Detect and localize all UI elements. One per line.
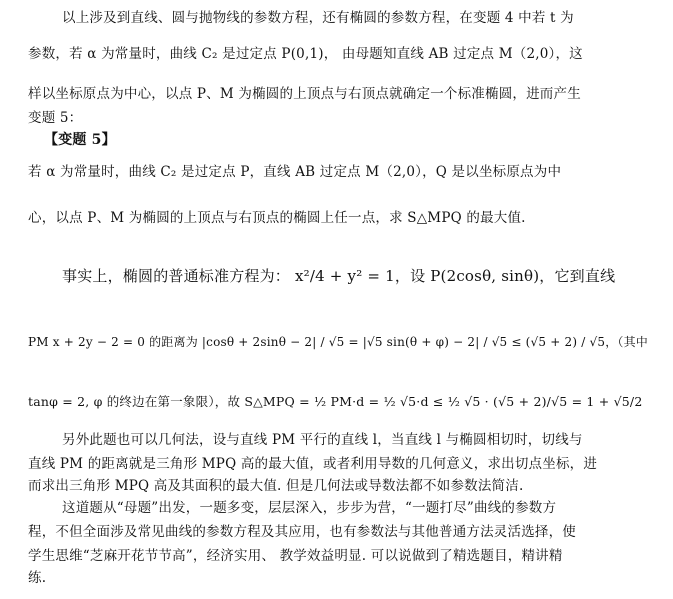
text-line: 程，不但全面涉及常见曲线的参数方程及其应用，也有参数法与其他普通方法灵活选择，使	[28, 524, 576, 540]
text-line: 样以坐标原点为中心，以点 P、M 为椭圆的上顶点与右顶点就确定一个标准椭圆，进而产生	[28, 86, 581, 102]
text-line: 若 α 为常量时，曲线 C₂ 是过定点 P，直线 AB 过定点 M（2,0），Q 是以坐标原点为中	[28, 164, 562, 180]
text-line: 心，以点 P、M 为椭圆的上顶点与右顶点的椭圆上任一点，求 S△MPQ 的最大值.	[28, 210, 526, 226]
section-heading: 【变题 5】	[44, 132, 116, 148]
text-line: 以上涉及到直线、圆与抛物线的参数方程，还有椭圆的参数方程，在变题 4 中若 t 为	[62, 10, 574, 26]
text-line: 参数，若 α 为常量时，曲线 C₂ 是过定点 P(0,1)， 由母题知直线 AB 过定点 M（2,0），这	[28, 46, 583, 62]
text-line: 这道题从“母题”出发，一题多变，层层深入，步步为营，“一题打尽”曲线的参数方	[62, 500, 557, 516]
text-line: 学生思维“芝麻开花节节高”，经济实用、 教学效益明显. 可以说做到了精选题目，精讲精	[28, 548, 563, 564]
text-line: 练.	[28, 570, 47, 586]
text-line: 变题 5：	[28, 110, 83, 126]
formula-line: PM x + 2y − 2 = 0 的距离为 |cosθ + 2sinθ − 2| / √5 = |√5 sin(θ + φ) − 2| / √5 ≤ (√5 + 2) / √5，（其中	[28, 335, 648, 349]
formula-line: tanφ = 2, φ 的终边在第一象限），故 S△MPQ = ½ PM·d = ½ √5·d ≤ ½ √5 · (√5 + 2)/√5 = 1 + √5/2	[28, 394, 643, 409]
text-line: 另外此题也可以几何法，设与直线 PM 平行的直线 l，当直线 l 与椭圆相切时，切线与	[62, 432, 583, 448]
text-line: 直线 PM 的距离就是三角形 MPQ 高的最大值，或者利用导数的几何意义，求出切点坐标，进	[28, 456, 598, 472]
formula-line: 事实上，椭圆的普通标准方程为： x²/4 + y² = 1，设 P(2cosθ, sinθ)，它到直线	[62, 267, 616, 285]
text-line: 而求出三角形 MPQ 高及其面积的最大值. 但是几何法或导数法都不如参数法简洁.	[28, 478, 524, 494]
